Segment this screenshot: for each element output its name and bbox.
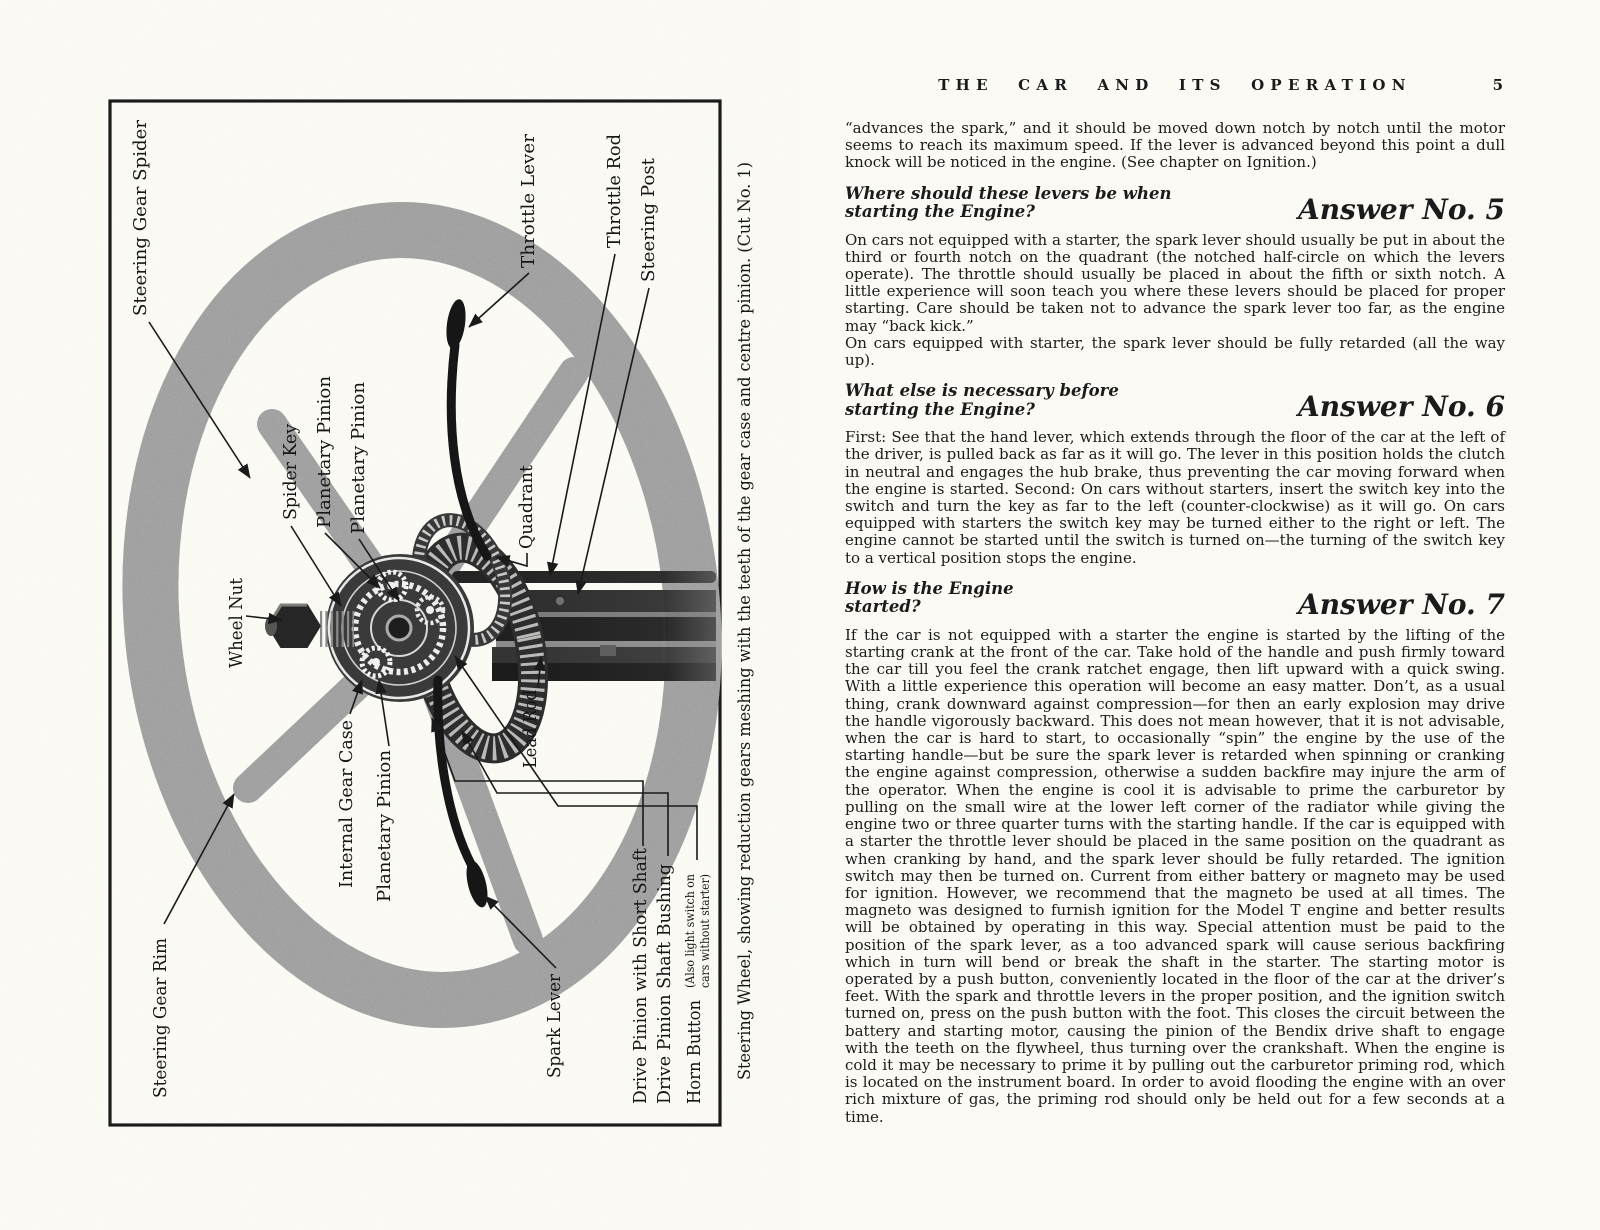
label-throttle-rod: Throttle Rod: [604, 132, 625, 248]
label-quadrant: Quadrant: [516, 462, 537, 549]
answer-5-paragraph-2: On cars equipped with starter, the spark lever should be fully retarded (all the way up).: [845, 333, 1505, 370]
page-number: 5: [1492, 76, 1503, 94]
answer-label-5: Answer No. 5: [1297, 192, 1505, 226]
answer-label-7: Answer No. 7: [1297, 587, 1505, 621]
text-column: [845, 76, 1505, 1126]
question-6-line2: starting the Engine?: [845, 399, 1035, 419]
label-drive-pinion-short-shaft: Drive Pinion with Short Shaft: [630, 834, 651, 1104]
question-7-line2: started?: [845, 597, 921, 617]
paragraph-intro: “advances the spark,” and it should be moved down notch by notch until the motor seems to reach its maximum speed. If the lever is advanced beyond this point a dull knock will be noticed in the engine. (See chapter on Ignition.): [845, 119, 1505, 172]
question-5-line2: starting the Engine?: [845, 202, 1035, 222]
answer-6-paragraph-1: First: See that the hand lever, which extends through the floor of the car at the left of the driver, is pulled back as far as it will go. The lever in this position holds the clutch in neutral and engages the hub brake, thus preventing the car moving forward when the engine is started. Second: On cars without starters, insert the switch key into the switch and turn the key as far to the left (counter-clockwise) as it will go. On cars equipped with starters the switch key may be turned either to the right or left. The engine cannot be started until the switch is turned on—the turning of the switch key to a vertical position stops the engine.: [845, 428, 1505, 567]
question-6-line1: What else is necessary before: [845, 381, 1119, 401]
figure-caption: Steering Wheel, showing reduction gears meshing with the teeth of the gear case and centre pinion. (Cut No. 1): [735, 109, 755, 1080]
label-internal-gear-case: Internal Gear Case: [336, 714, 357, 888]
question-7: [845, 580, 1254, 617]
label-horn-button: Horn Button: [684, 989, 705, 1104]
question-block-5: [845, 183, 1505, 226]
label-wheel-nut: Wheel Nut: [226, 570, 247, 668]
label-horn-button-note-line2: cars without starter): [698, 861, 712, 988]
question-block-6: [845, 381, 1505, 424]
question-7-line1: How is the Engine: [845, 578, 1014, 598]
label-steering-post: Steering Post: [638, 159, 659, 282]
question-block-7: [845, 578, 1505, 621]
label-planetary-pinion-1: Planetary Pinion: [314, 377, 335, 528]
label-planetary-pinion-2: Planetary Pinion: [348, 383, 369, 534]
label-spider-key: Spider Key: [280, 420, 301, 520]
label-horn-button-note-line1: (Also light switch on: [683, 863, 697, 988]
answer-7-paragraph-1: If the car is not equipped with a starter the engine is started by the lifting of the starting crank at the front of the car. Take hold of the handle and push firmly toward the car till you feel the crank ratchet engage, then lift upward with a quick swing. With a little experience this operation will become an easy matter. Don’t, as a usual thing, crank downward against compression—for then an early explosion may drive the handle vigorously backward. This does not mean however, that it is not advisable, when the car is hard to start, to occasionally “spin” the engine by the use of the starting handle—but be sure the spark lever is retarded when spinning or cranking the engine against compression, otherwise a sudden backfire may injure the arm of the operator. When the engine is cool it is advisable to prime the carburetor by pulling on the small wire at the lower left corner of the radiator while giving the engine two or three quarter turns with the starting handle. If the car is equipped with a starter the throttle lever should be placed in the same position on the quadrant as when cranking by hand, and the spark lever should be fully retarded. The ignition switch may then be turned on. Current from either battery or magneto may be used for ignition. However, we recommend that the magneto be used at all times. The magneto was designed to furnish ignition for the Model T engine and better results will be obtained by operating in this way. Special attention must be paid to the position of the spark lever, as a too advanced spark will cause serious backfiring which in turn will bend or break the shaft in the starter. The starting motor is operated by a push button, conveniently located in the floor of the car at the driver’s feet. With the spark and throttle levers in the proper position, and the ignition switch turned on, press on the push button with the foot. This closes the circuit between the battery and starting motor, causing the pinion of the Bendix drive shaft to engage with the teeth on the flywheel, thus turning over the crankshaft. When the engine is cold it may be necessary to prime it by pulling out the carburetor priming rod, which is located on the instrument board. In order to avoid flooding the engine with an over rich mixture of gas, the priming rod should only be held out for a few seconds at a time.: [845, 625, 1505, 1126]
label-drive-pinion-shaft-bushing: Drive Pinion Shaft Bushing: [654, 856, 675, 1104]
label-planetary-pinion-3: Planetary Pinion: [374, 751, 395, 902]
question-5-line1: Where should these levers be when: [845, 183, 1172, 203]
running-head: [845, 76, 1505, 98]
label-steering-gear-spider: Steering Gear Spider: [130, 121, 151, 316]
label-steering-gear-rim: Steering Gear Rim: [150, 927, 171, 1098]
answer-5-paragraph-1: On cars not equipped with a starter, the spark lever should usually be put in about the third or fourth notch on the quadrant (the notched half-circle on which the levers operate). The throttle should usually be placed in about the fifth or sixth notch. A little experience will soon teach you where these levers should be placed for proper starting. Care should be taken not to advance the spark lever too far, as the engine may “back kick.”: [845, 230, 1505, 335]
answer-label-6: Answer No. 6: [1297, 390, 1505, 424]
question-6: [845, 382, 1254, 419]
label-lead-rod: Lead Rod: [520, 681, 541, 768]
page-title: THE CAR AND ITS OPERATION: [938, 76, 1412, 94]
question-5: [845, 185, 1254, 222]
label-spark-lever: Spark Lever: [544, 966, 565, 1078]
label-throttle-lever: Throttle Lever: [518, 136, 539, 268]
